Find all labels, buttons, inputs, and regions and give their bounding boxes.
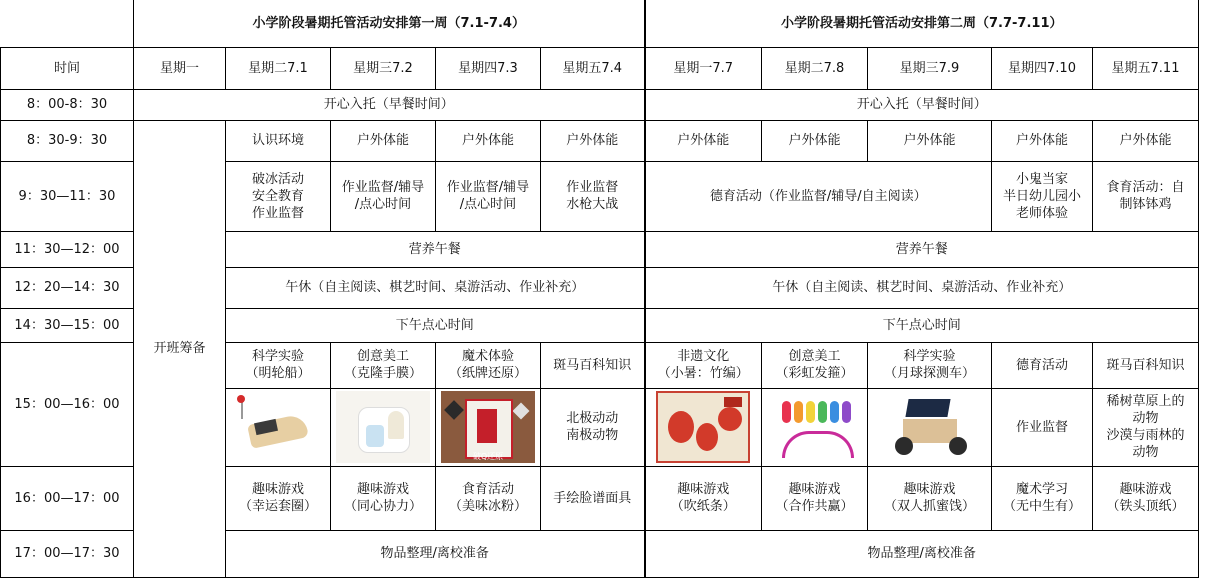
image-cell [762, 388, 868, 466]
activity-cell: 趣味游戏 （幸运套圈） [226, 466, 331, 530]
activity-cell: 北极动动 南极动物 [541, 388, 645, 466]
leave-week2: 物品整理/离校准备 [645, 530, 1199, 577]
leave-week1: 物品整理/离校准备 [226, 530, 645, 577]
time-cell: 8：30-9：30 [1, 120, 134, 161]
card-magic-image [441, 391, 535, 463]
time-cell: 16：00—17：00 [1, 466, 134, 530]
week2-title: 小学阶段暑期托管活动安排第二周（7.7-7.11） [645, 0, 1199, 47]
time-cell: 8：00-8：30 [1, 89, 134, 120]
activity-cell: 手绘脸谱面具 [541, 466, 645, 530]
time-cell: 14：30—15：00 [1, 308, 134, 342]
day-header: 星期一7.7 [645, 47, 762, 89]
day-header: 星期四7.10 [992, 47, 1093, 89]
day-header: 星期三7.9 [868, 47, 992, 89]
activity-cell: 作业监督 水枪大战 [541, 161, 645, 231]
snack-week2: 下午点心时间 [645, 308, 1199, 342]
activity-cell: 户外体能 [331, 120, 436, 161]
arrival-week1: 开心入托（早餐时间） [134, 89, 645, 120]
activity-cell: 斑马百科知识 [1093, 342, 1199, 388]
image-cell [645, 388, 762, 466]
activity-cell: 斑马百科知识 [541, 342, 645, 388]
image-cell [331, 388, 436, 466]
rainbow-headband-image [768, 391, 862, 463]
nap-week2: 午休（自主阅读、棋艺时间、桌游活动、作业补充） [645, 267, 1199, 308]
activity-cell: 趣味游戏 （吹纸条） [645, 466, 762, 530]
activity-cell: 创意美工 （克隆手膜） [331, 342, 436, 388]
time-cell: 9：30—11：30 [1, 161, 134, 231]
lunch-week1: 营养午餐 [226, 231, 645, 267]
activity-cell: 稀树草原上的 动物 沙漠与雨林的 动物 [1093, 388, 1199, 466]
image-cell [226, 388, 331, 466]
activity-cell: 趣味游戏 （合作共赢） [762, 466, 868, 530]
lunch-week2: 营养午餐 [645, 231, 1199, 267]
day-header: 星期三7.2 [331, 47, 436, 89]
paddle-boat-image [231, 391, 325, 463]
activity-cell: 食育活动 （美味冰粉） [436, 466, 541, 530]
lunar-rover-image [883, 391, 977, 463]
activity-cell: 认识环境 [226, 120, 331, 161]
activity-cell: 德育活动 [992, 342, 1093, 388]
activity-cell: 户外体能 [436, 120, 541, 161]
time-header: 时间 [1, 47, 134, 89]
day-header: 星期二7.1 [226, 47, 331, 89]
activity-cell: 创意美工 （彩虹发箍） [762, 342, 868, 388]
activity-cell: 小鬼当家 半日幼儿园小 老师体验 [992, 161, 1093, 231]
image-cell [868, 388, 992, 466]
activity-cell: 户外体能 [868, 120, 992, 161]
activity-cell: 户外体能 [645, 120, 762, 161]
activity-cell: 德育活动（作业监督/辅导/自主阅读） [645, 161, 992, 231]
snack-week1: 下午点心时间 [226, 308, 645, 342]
nap-week1: 午休（自主阅读、棋艺时间、桌游活动、作业补充） [226, 267, 645, 308]
activity-cell: 户外体能 [541, 120, 645, 161]
day-header: 星期一 [134, 47, 226, 89]
time-cell: 15：00—16：00 [1, 342, 134, 466]
activity-cell: 趣味游戏 （同心协力） [331, 466, 436, 530]
day-header: 星期五7.11 [1093, 47, 1199, 89]
hand-mold-image [336, 391, 430, 463]
bamboo-weaving-image [656, 391, 750, 463]
activity-cell: 食育活动：自 制钵钵鸡 [1093, 161, 1199, 231]
activity-cell: 户外体能 [762, 120, 868, 161]
activity-cell: 魔术学习 （无中生有） [992, 466, 1093, 530]
activity-cell: 趣味游戏 （双人抓蜜饯） [868, 466, 992, 530]
activity-cell: 破冰活动 安全教育 作业监督 [226, 161, 331, 231]
monday-week1-cell: 开班筹备 [134, 120, 226, 577]
row-arrival [1, 89, 1199, 120]
card-magic-caption: 破Q还原 [472, 452, 504, 461]
time-cell: 11：30—12：00 [1, 231, 134, 267]
time-cell: 12：20—14：30 [1, 267, 134, 308]
activity-cell: 趣味游戏 （铁头顶纸） [1093, 466, 1199, 530]
activity-cell: 作业监督 [992, 388, 1093, 466]
activity-cell: 作业监督/辅导 /点心时间 [331, 161, 436, 231]
activity-cell: 户外体能 [992, 120, 1093, 161]
activity-cell: 科学实验 （月球探测车） [868, 342, 992, 388]
activity-cell: 作业监督/辅导 /点心时间 [436, 161, 541, 231]
day-header: 星期五7.4 [541, 47, 645, 89]
image-cell [436, 388, 541, 466]
time-cell: 17：00—17：30 [1, 530, 134, 577]
header-row [1, 47, 1199, 89]
day-header: 星期四7.3 [436, 47, 541, 89]
activity-cell: 户外体能 [1093, 120, 1199, 161]
title-row [1, 0, 1199, 47]
activity-cell: 非遗文化 （小暑：竹编） [645, 342, 762, 388]
activity-cell: 科学实验 （明轮船） [226, 342, 331, 388]
arrival-week2: 开心入托（早餐时间） [645, 89, 1199, 120]
row-830 [1, 120, 1199, 161]
week1-title: 小学阶段暑期托管活动安排第一周（7.1-7.4） [134, 0, 645, 47]
activity-cell: 魔术体验 （纸牌还原） [436, 342, 541, 388]
day-header: 星期二7.8 [762, 47, 868, 89]
